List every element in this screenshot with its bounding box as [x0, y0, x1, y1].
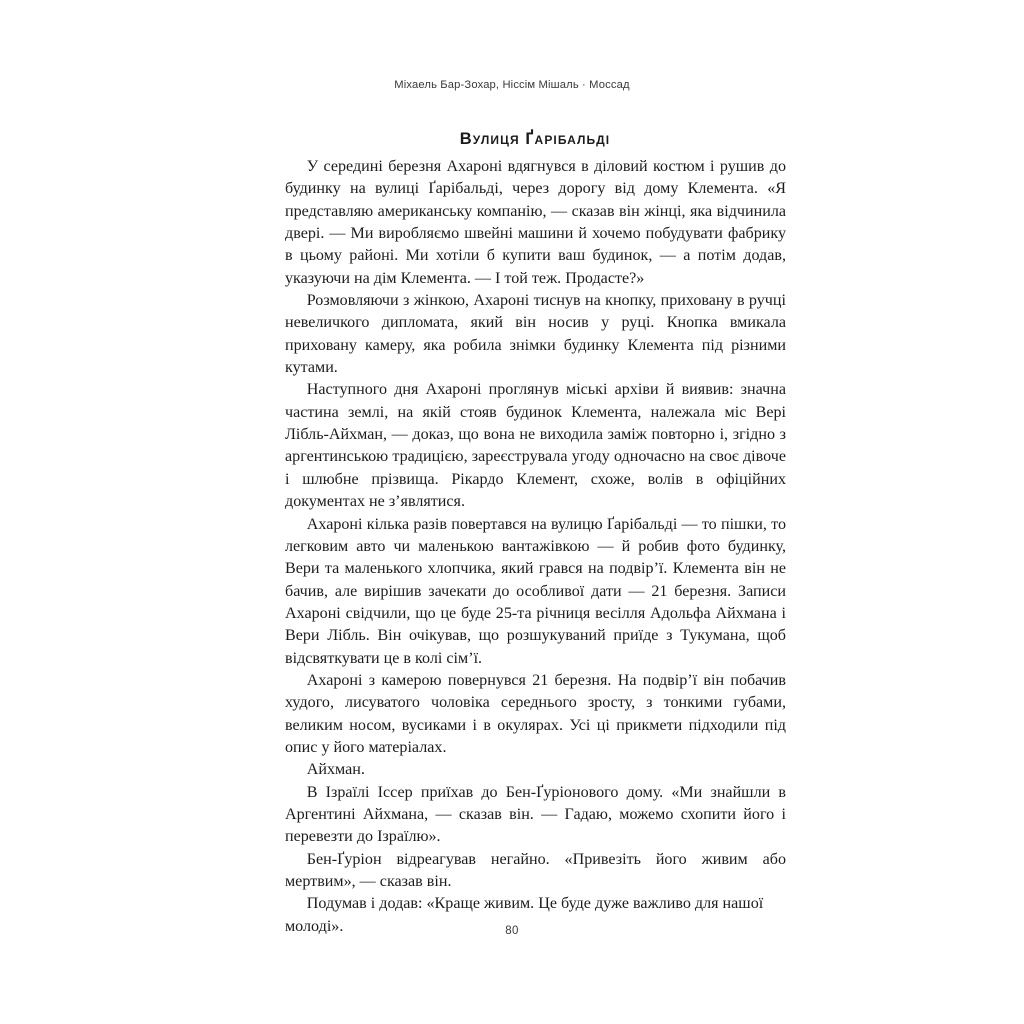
chapter-title: Вулиця Ґарібальді [459, 130, 611, 149]
paragraph: Розмовляючи з жінкою, Ахароні тиснув на кнопку, приховану в ручці невеличкого дипломата, який він носив у руці. Кнопка вмикала приховану камеру, яка робила знімки будинку Клемента під різними кутами. [285, 292, 786, 377]
running-head: Міхаель Бар-Зохар, Ніссім Мішаль · Моссад [394, 79, 630, 91]
paragraph: Наступного дня Ахароні проглянув міські архіви й виявив: значна частина землі, на якій стояв будинок Клемента, належала міс Вері Лібль-Айхман, — доказ, що вона не виходила заміж повторно і, згідно з аргентинською традицією, зареєструвала угоду одночасно на своє дівоче і шлюбне прізвища. Рікардо Клемент, схоже, волів в офіційних документах не з’являтися. [285, 381, 786, 511]
paragraph: У середині березня Ахароні вдягнувся в діловий костюм і рушив до будинку на вулиці Ґарібальді, через дорогу від дому Клемента. «Я представляю американську компанію, — сказав він жінці, яка відчинила двері. — Ми виробляємо швейні машини й хочемо побудувати фабрику в цьому районі. Ми хотіли б купити ваш будинок, — а потім додав, указуючи на дім Клемента. — І той теж. Продасте?» [285, 158, 786, 287]
paragraph: Бен-Ґуріон відреагував негайно. «Привезіть його живим або мертвим», — сказав він. [285, 850, 786, 890]
body-text [285, 156, 786, 938]
paragraph: Айхман. [306, 761, 365, 779]
paragraph: Ахароні кілька разів повертався на вулицю Ґарібальді — то пішки, то легковим авто чи маленькою вантажівкою — й робив фото будинку, Вери та маленького хлопчика, який грався на подвір’ї. Клемента він не бачив, але вирішив зачекати до особливої дати — 21 березня. Записи Ахароні свідчили, що це буде 25-та річниця весілля Адольфа Айхмана і Вери Лібль. Він очікував, що розшукуваний приїде з Тукумана, щоб відсвяткувати це в колі сім’ї. [285, 515, 786, 667]
paragraph: В Ізраїлі Іссер приїхав до Бен-Ґуріонового дому. «Ми знайшли в Аргентині Айхмана, — сказав він. — Гадаю, можемо схопити його і перевезти до Ізраїлю». [285, 783, 786, 846]
paragraph: Подумав і додав: «Краще живим. Це буде дуже важливо для нашої молоді». [285, 895, 764, 935]
paragraph: Ахароні з камерою повернувся 21 березня. На подвір’ї він побачив худого, лисуватого чоловіка середнього зросту, з тонкими губами, великим носом, вусиками і в окулярах. Усі ці прикмети підходили під опис у його матеріалах. [285, 671, 786, 756]
page-number: 80 [505, 925, 519, 937]
